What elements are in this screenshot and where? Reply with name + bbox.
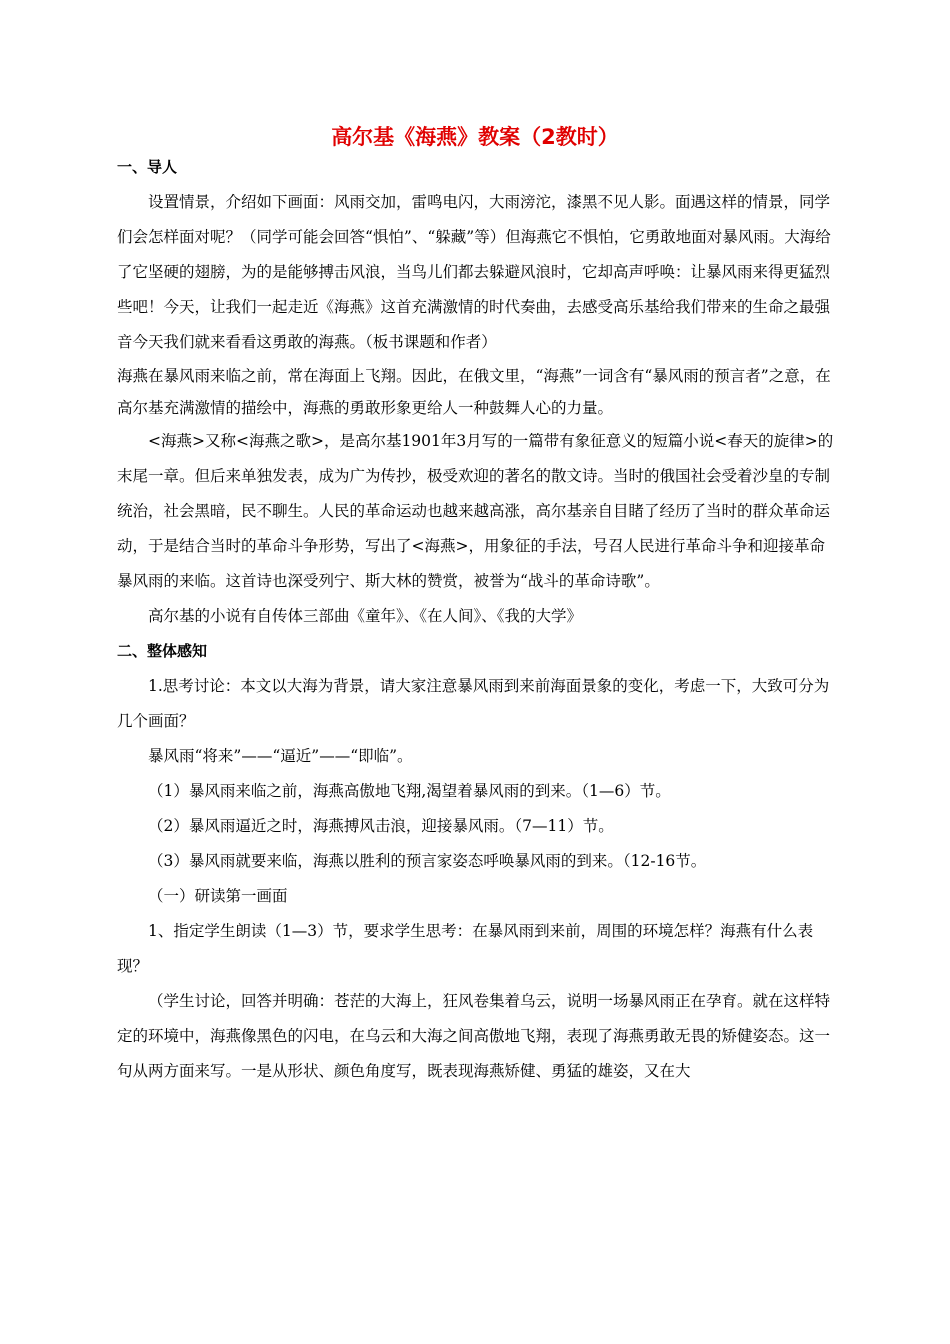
subsection-heading-first-scene: （一）研读第一画面 xyxy=(148,887,288,905)
paragraph-background: <海燕>又称<海燕之歌>，是高尔基1901年3月写的一篇带有象征意义的短篇小说<春天的旋律>的末尾一章。但后来单独发表，成为广为传抄，极受欢迎的著名的散文诗。当时的俄国社会受着沙皇的专制统治，社会黑暗，民不聊生。人民的革命运动也越来越高涨，高尔基亲自目睹了经历了当时的群众革命运动，于是结合当时的革命斗争形势，写出了<海燕>，用象征的手法，号召人民进行革命斗争和迎接革命暴风雨的来临。这首诗也深受列宁、斯大林的赞赏，被誉为“战斗的革命诗歌”。 xyxy=(117,432,834,590)
section-heading-overview: 二、整体感知 xyxy=(117,642,208,660)
list-item-stage-2: （2）暴风雨逼近之时，海燕搏风击浪，迎接暴风雨。（7—11）节。 xyxy=(148,817,614,835)
document-title: 高尔基《海燕》教案（2教时） xyxy=(331,125,619,149)
document-body xyxy=(117,150,837,1089)
paragraph-reading-task: 1、指定学生朗读（1—3）节，要求学生思考：在暴风雨到来前，周围的环境怎样？海燕有什么表现？ xyxy=(117,922,814,975)
paragraph-intro-scene: 设置情景，介绍如下画面：风雨交加，雷鸣电闪，大雨滂沱，漆黑不见人影。面遇这样的情景，同学们会怎样面对呢？（同学可能会回答“惧怕”、“躲藏”等）但海燕它不惧怕，它勇敢地面对暴风雨。大海给了它坚硬的翅膀，为的是能够搏击风浪，当鸟儿们都去躲避风浪时，它却高声呼唤：让暴风雨来得更猛烈些吧！今天，让我们一起走近《海燕》这首充满激情的时代奏曲，去感受高乐基给我们带来的生命之最强音今天我们就来看看这勇敢的海燕。（板书课题和作者） xyxy=(117,193,831,351)
paragraph-petrel-meaning: 海燕在暴风雨来临之前，常在海面上飞翔。因此，在俄文里，“海燕”一词含有“暴风雨的预言者”之意，在高尔基充满激情的描绘中，海燕的勇敢形象更给人一种鼓舞人心的力量。 xyxy=(117,367,831,417)
section-heading-intro: 一、导人 xyxy=(117,158,178,176)
paragraph-discussion: 1.思考讨论：本文以大海为背景，请大家注意暴风雨到来前海面景象的变化，考虑一下，大致可分为几个画面？ xyxy=(117,677,830,730)
list-item-stage-3: （3）暴风雨就要来临，海燕以胜利的预言家姿态呼唤暴风雨的到来。（12-16节。 xyxy=(148,852,707,870)
paragraph-stages: 暴风雨“将来”——“逼近”——“即临”。 xyxy=(148,747,413,765)
paragraph-student-discussion: （学生讨论，回答并明确：苍茫的大海上，狂风卷集着乌云，说明一场暴风雨正在孕育。就在这样特定的环境中，海燕像黑色的闪电，在乌云和大海之间高傲地飞翔，表现了海燕勇敢无畏的矫健姿态。这一句从两方面来写。一是从形状、颜色角度写，既表现海燕矫健、勇猛的雄姿，又在大 xyxy=(117,992,831,1080)
paragraph-trilogy: 高尔基的小说有自传体三部曲《童年》、《在人间》、《我的大学》 xyxy=(148,607,583,625)
list-item-stage-1: （1）暴风雨来临之前，海燕高傲地飞翔,渴望着暴风雨的到来。（1—6）节。 xyxy=(148,782,671,800)
